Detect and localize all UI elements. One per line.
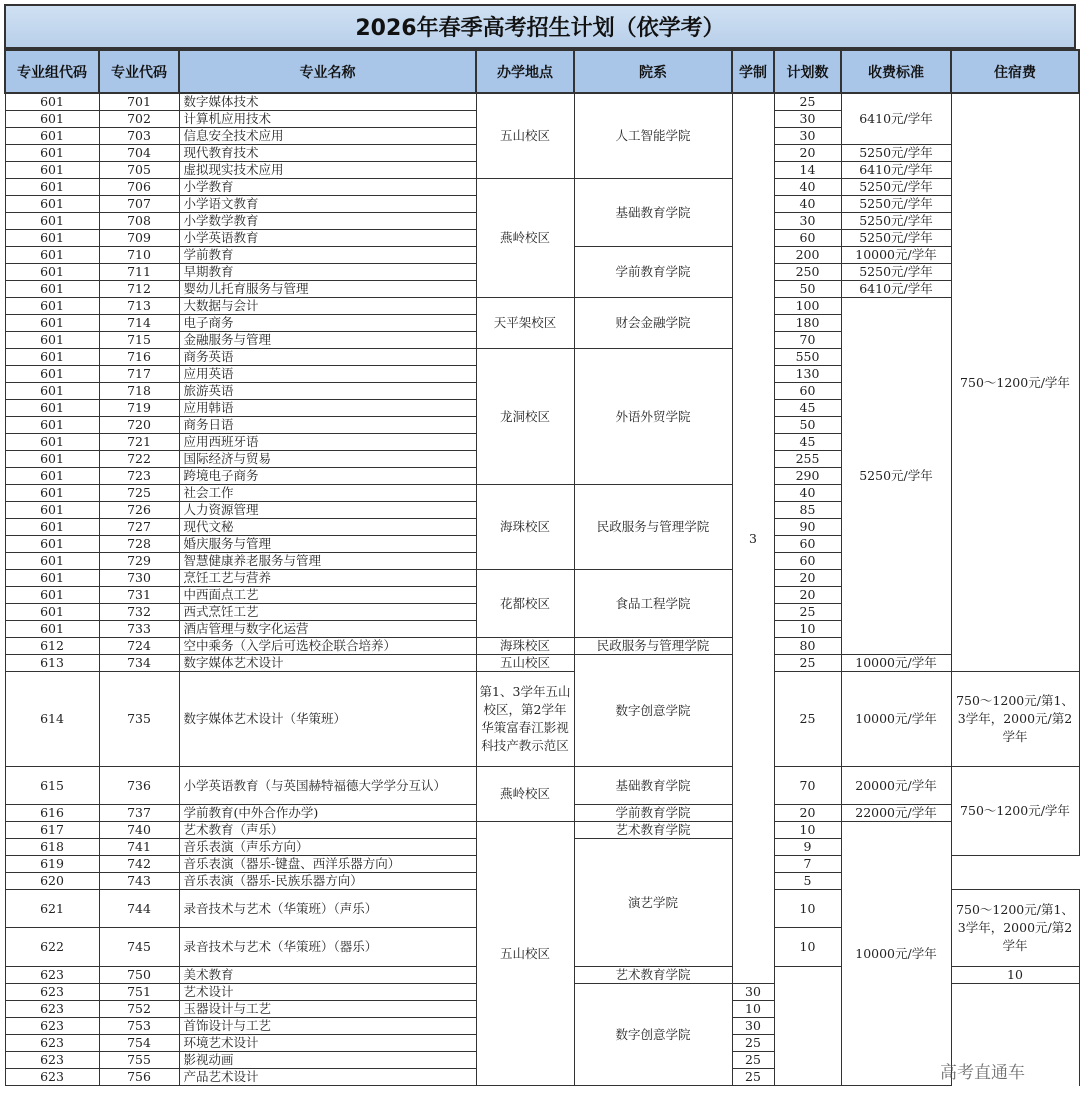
major-name: 艺术教育（声乐）	[179, 822, 476, 839]
plan-count: 10	[774, 822, 841, 839]
location: 花都校区	[476, 570, 574, 638]
major-name: 美术教育	[179, 967, 476, 984]
col-header-plan: 计划数	[774, 50, 841, 93]
group-code: 601	[5, 451, 99, 468]
enrollment-plan-table	[4, 49, 1080, 1086]
major-code: 727	[99, 519, 179, 536]
group-code: 601	[5, 230, 99, 247]
college: 数字创意学院	[574, 984, 732, 1086]
major-code: 716	[99, 349, 179, 366]
major-code: 724	[99, 638, 179, 655]
major-code: 710	[99, 247, 179, 264]
major-code: 725	[99, 485, 179, 502]
major-name: 西式烹饪工艺	[179, 604, 476, 621]
plan-count: 45	[774, 434, 841, 451]
plan-count: 25	[732, 1069, 774, 1086]
plan-count: 9	[774, 839, 841, 856]
location: 第1、3学年五山校区，第2学年华策富春江影视科技产教示范区	[476, 672, 574, 767]
plan-count: 70	[774, 767, 841, 805]
duration: 3	[732, 93, 774, 984]
location: 海珠校区	[476, 638, 574, 655]
group-code: 601	[5, 349, 99, 366]
major-name: 小学英语教育（与英国赫特福德大学学分互认）	[179, 767, 476, 805]
college: 艺术教育学院	[574, 822, 732, 839]
major-name: 录音技术与艺术（华策班）（声乐）	[179, 890, 476, 928]
major-name: 人力资源管理	[179, 502, 476, 519]
plan-count: 20	[774, 587, 841, 604]
group-code: 620	[5, 873, 99, 890]
college: 食品工程学院	[574, 570, 732, 638]
location: 海珠校区	[476, 485, 574, 570]
group-code: 616	[5, 805, 99, 822]
major-name: 数字媒体艺术设计	[179, 655, 476, 672]
fee: 20000元/学年	[841, 767, 951, 805]
group-code: 601	[5, 111, 99, 128]
col-header-dorm: 住宿费	[951, 50, 1079, 93]
major-code: 709	[99, 230, 179, 247]
table-row	[5, 767, 1079, 805]
group-code: 601	[5, 417, 99, 434]
dorm-fee: 750～1200元/学年	[951, 93, 1079, 672]
plan-count: 85	[774, 502, 841, 519]
major-code: 711	[99, 264, 179, 281]
plan-count: 25	[774, 604, 841, 621]
major-code: 726	[99, 502, 179, 519]
major-name: 电子商务	[179, 315, 476, 332]
col-header-fee: 收费标准	[841, 50, 951, 93]
group-code: 601	[5, 434, 99, 451]
major-code: 721	[99, 434, 179, 451]
major-name: 早期教育	[179, 264, 476, 281]
major-name: 空中乘务（入学后可选校企联合培养）	[179, 638, 476, 655]
col-header-college: 院系	[574, 50, 732, 93]
plan-count: 40	[774, 196, 841, 213]
major-name: 商务英语	[179, 349, 476, 366]
location: 五山校区	[476, 655, 574, 672]
major-name: 小学数学教育	[179, 213, 476, 230]
fee: 5250元/学年	[841, 196, 951, 213]
group-code: 623	[5, 1069, 99, 1086]
group-code: 601	[5, 145, 99, 162]
college: 财会金融学院	[574, 298, 732, 349]
major-name: 虚拟现实技术应用	[179, 162, 476, 179]
group-code: 601	[5, 536, 99, 553]
major-name: 产品艺术设计	[179, 1069, 476, 1086]
plan-count: 250	[774, 264, 841, 281]
plan-count: 10	[732, 1001, 774, 1018]
group-code: 621	[5, 890, 99, 928]
header-row	[5, 50, 1079, 93]
major-code: 733	[99, 621, 179, 638]
major-name: 金融服务与管理	[179, 332, 476, 349]
major-name: 首饰设计与工艺	[179, 1018, 476, 1035]
group-code: 601	[5, 247, 99, 264]
college: 人工智能学院	[574, 93, 732, 179]
col-header-location: 办学地点	[476, 50, 574, 93]
group-code: 601	[5, 93, 99, 111]
major-name: 酒店管理与数字化运营	[179, 621, 476, 638]
major-name: 影视动画	[179, 1052, 476, 1069]
major-name: 应用英语	[179, 366, 476, 383]
group-code: 617	[5, 822, 99, 839]
plan-count: 70	[774, 332, 841, 349]
location: 五山校区	[476, 93, 574, 179]
fee: 6410元/学年	[841, 93, 951, 145]
major-name: 计算机应用技术	[179, 111, 476, 128]
dorm-fee: 750～1200元/第1、3学年，2000元/第2学年	[951, 890, 1079, 967]
group-code: 614	[5, 672, 99, 767]
plan-count: 40	[774, 485, 841, 502]
major-code: 713	[99, 298, 179, 315]
major-code: 736	[99, 767, 179, 805]
watermark: 高考直通车	[940, 1063, 1025, 1083]
table-row	[5, 179, 1079, 196]
major-name: 智慧健康养老服务与管理	[179, 553, 476, 570]
plan-count: 5	[774, 873, 841, 890]
college: 艺术教育学院	[574, 967, 732, 984]
dorm-fee: 750～1200元/第1、3学年，2000元/第2学年	[951, 672, 1079, 767]
major-code: 707	[99, 196, 179, 213]
fee: 10000元/学年	[841, 672, 951, 767]
group-code: 623	[5, 967, 99, 984]
college: 外语外贸学院	[574, 349, 732, 485]
plan-count: 25	[774, 655, 841, 672]
major-code: 734	[99, 655, 179, 672]
group-code: 601	[5, 468, 99, 485]
location: 天平架校区	[476, 298, 574, 349]
fee: 5250元/学年	[841, 145, 951, 162]
major-name: 国际经济与贸易	[179, 451, 476, 468]
major-code: 745	[99, 928, 179, 967]
fee: 6410元/学年	[841, 281, 951, 298]
plan-count: 60	[774, 553, 841, 570]
major-code: 744	[99, 890, 179, 928]
major-name: 旅游英语	[179, 383, 476, 400]
major-name: 现代教育技术	[179, 145, 476, 162]
group-code: 618	[5, 839, 99, 856]
major-code: 730	[99, 570, 179, 587]
plan-count: 45	[774, 400, 841, 417]
group-code: 623	[5, 984, 99, 1001]
col-header-major-code: 专业代码	[99, 50, 179, 93]
major-code: 722	[99, 451, 179, 468]
major-name: 信息安全技术应用	[179, 128, 476, 145]
dorm-fee: 750～1200元/学年	[951, 767, 1079, 856]
plan-count: 80	[774, 638, 841, 655]
major-name: 小学语文教育	[179, 196, 476, 213]
col-header-major-name: 专业名称	[179, 50, 476, 93]
major-code: 714	[99, 315, 179, 332]
plan-count: 20	[774, 145, 841, 162]
plan-count: 10	[951, 967, 1079, 984]
plan-count: 30	[732, 984, 774, 1001]
group-code: 601	[5, 366, 99, 383]
fee: 10000元/学年	[841, 655, 951, 672]
major-code: 719	[99, 400, 179, 417]
fee: 10000元/学年	[841, 247, 951, 264]
plan-count: 25	[774, 93, 841, 111]
group-code: 601	[5, 383, 99, 400]
plan-count: 290	[774, 468, 841, 485]
group-code: 601	[5, 315, 99, 332]
major-code: 706	[99, 179, 179, 196]
major-name: 音乐表演（器乐-民族乐器方向）	[179, 873, 476, 890]
major-code: 742	[99, 856, 179, 873]
major-code: 740	[99, 822, 179, 839]
major-code: 708	[99, 213, 179, 230]
plan-count: 10	[774, 890, 841, 928]
major-code: 720	[99, 417, 179, 434]
major-name: 玉器设计与工艺	[179, 1001, 476, 1018]
major-code: 753	[99, 1018, 179, 1035]
table-row	[5, 672, 1079, 767]
major-name: 数字媒体艺术设计（华策班）	[179, 672, 476, 767]
location: 燕岭校区	[476, 767, 574, 822]
major-name: 学前教育	[179, 247, 476, 264]
group-code: 601	[5, 400, 99, 417]
group-code: 601	[5, 162, 99, 179]
major-code: 702	[99, 111, 179, 128]
major-code: 754	[99, 1035, 179, 1052]
major-code: 741	[99, 839, 179, 856]
plan-count: 14	[774, 162, 841, 179]
major-code: 704	[99, 145, 179, 162]
page-title: 2026年春季高考招生计划（依学考）	[4, 4, 1076, 49]
plan-count: 550	[774, 349, 841, 366]
fee: 5250元/学年	[841, 298, 951, 655]
fee: 5250元/学年	[841, 179, 951, 196]
plan-count: 50	[774, 281, 841, 298]
major-code: 703	[99, 128, 179, 145]
major-code: 737	[99, 805, 179, 822]
table-row	[5, 655, 1079, 672]
plan-count: 20	[774, 805, 841, 822]
plan-count: 200	[774, 247, 841, 264]
location: 龙洞校区	[476, 349, 574, 485]
major-name: 录音技术与艺术（华策班）（器乐）	[179, 928, 476, 967]
table-row	[5, 822, 1079, 839]
major-code: 750	[99, 967, 179, 984]
major-name: 大数据与会计	[179, 298, 476, 315]
group-code: 623	[5, 1035, 99, 1052]
major-name: 社会工作	[179, 485, 476, 502]
fee: 10000元/学年	[841, 822, 951, 1086]
plan-count: 255	[774, 451, 841, 468]
plan-count: 50	[774, 417, 841, 434]
group-code: 601	[5, 196, 99, 213]
table-row	[5, 93, 1079, 111]
major-code: 728	[99, 536, 179, 553]
table-row	[5, 298, 1079, 315]
plan-count: 7	[774, 856, 841, 873]
plan-count: 100	[774, 298, 841, 315]
major-name: 应用韩语	[179, 400, 476, 417]
group-code: 601	[5, 570, 99, 587]
group-code: 601	[5, 519, 99, 536]
college: 演艺学院	[574, 839, 732, 967]
major-code: 732	[99, 604, 179, 621]
plan-count: 60	[774, 230, 841, 247]
major-code: 712	[99, 281, 179, 298]
major-name: 数字媒体技术	[179, 93, 476, 111]
group-code: 601	[5, 621, 99, 638]
group-code: 623	[5, 1018, 99, 1035]
group-code: 623	[5, 1001, 99, 1018]
group-code: 601	[5, 587, 99, 604]
plan-count: 180	[774, 315, 841, 332]
fee: 6410元/学年	[841, 162, 951, 179]
group-code: 601	[5, 264, 99, 281]
duration-continued	[774, 967, 841, 1086]
plan-count: 30	[732, 1018, 774, 1035]
fee: 22000元/学年	[841, 805, 951, 822]
group-code: 601	[5, 128, 99, 145]
fee: 5250元/学年	[841, 264, 951, 281]
group-code: 613	[5, 655, 99, 672]
major-code: 723	[99, 468, 179, 485]
fee: 5250元/学年	[841, 213, 951, 230]
major-code: 743	[99, 873, 179, 890]
group-code: 601	[5, 502, 99, 519]
group-code: 612	[5, 638, 99, 655]
college: 学前教育学院	[574, 805, 732, 822]
group-code: 601	[5, 213, 99, 230]
major-code: 729	[99, 553, 179, 570]
group-code: 601	[5, 553, 99, 570]
major-code: 755	[99, 1052, 179, 1069]
major-code: 731	[99, 587, 179, 604]
major-name: 音乐表演（声乐方向）	[179, 839, 476, 856]
major-code: 715	[99, 332, 179, 349]
major-name: 婴幼儿托育服务与管理	[179, 281, 476, 298]
plan-count: 60	[774, 383, 841, 400]
college: 基础教育学院	[574, 767, 732, 805]
major-code: 735	[99, 672, 179, 767]
major-name: 中西面点工艺	[179, 587, 476, 604]
plan-count: 10	[774, 928, 841, 967]
major-code: 756	[99, 1069, 179, 1086]
college: 基础教育学院	[574, 179, 732, 247]
college: 民政服务与管理学院	[574, 638, 732, 655]
col-header-group-code: 专业组代码	[5, 50, 99, 93]
major-name: 学前教育(中外合作办学)	[179, 805, 476, 822]
major-name: 环境艺术设计	[179, 1035, 476, 1052]
plan-count: 30	[774, 111, 841, 128]
major-name: 小学英语教育	[179, 230, 476, 247]
plan-count: 60	[774, 536, 841, 553]
college: 学前教育学院	[574, 247, 732, 298]
plan-count: 30	[774, 213, 841, 230]
plan-count: 10	[774, 621, 841, 638]
plan-count: 30	[774, 128, 841, 145]
plan-count: 130	[774, 366, 841, 383]
plan-count: 90	[774, 519, 841, 536]
major-name: 艺术设计	[179, 984, 476, 1001]
plan-count: 25	[732, 1035, 774, 1052]
major-name: 应用西班牙语	[179, 434, 476, 451]
group-code: 601	[5, 298, 99, 315]
major-name: 小学教育	[179, 179, 476, 196]
college: 民政服务与管理学院	[574, 485, 732, 570]
plan-count: 25	[732, 1052, 774, 1069]
col-header-duration: 学制	[732, 50, 774, 93]
group-code: 623	[5, 1052, 99, 1069]
group-code: 601	[5, 604, 99, 621]
college: 数字创意学院	[574, 655, 732, 767]
major-name: 烹饪工艺与营养	[179, 570, 476, 587]
plan-count: 20	[774, 570, 841, 587]
major-code: 705	[99, 162, 179, 179]
group-code: 622	[5, 928, 99, 967]
major-name: 跨境电子商务	[179, 468, 476, 485]
major-code: 717	[99, 366, 179, 383]
major-name: 婚庆服务与管理	[179, 536, 476, 553]
major-name: 音乐表演（器乐-键盘、西洋乐器方向）	[179, 856, 476, 873]
fee: 5250元/学年	[841, 230, 951, 247]
major-name: 商务日语	[179, 417, 476, 434]
group-code: 615	[5, 767, 99, 805]
group-code: 619	[5, 856, 99, 873]
major-code: 752	[99, 1001, 179, 1018]
group-code: 601	[5, 332, 99, 349]
major-code: 751	[99, 984, 179, 1001]
plan-count: 40	[774, 179, 841, 196]
group-code: 601	[5, 281, 99, 298]
major-name: 现代文秘	[179, 519, 476, 536]
group-code: 601	[5, 179, 99, 196]
location: 燕岭校区	[476, 179, 574, 298]
plan-count: 25	[774, 672, 841, 767]
location: 五山校区	[476, 822, 574, 1086]
major-code: 718	[99, 383, 179, 400]
group-code: 601	[5, 485, 99, 502]
major-code: 701	[99, 93, 179, 111]
